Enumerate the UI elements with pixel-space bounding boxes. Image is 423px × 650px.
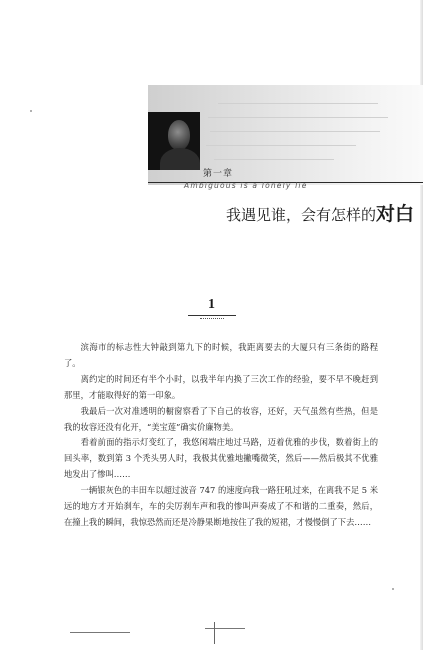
chapter-title-emphasis: 对白	[376, 203, 415, 225]
portrait-face	[168, 120, 190, 150]
section-underline-dots	[200, 318, 224, 321]
scan-speck	[30, 110, 32, 112]
footer-scan-mark	[70, 632, 130, 633]
scan-speck	[392, 588, 394, 590]
chapter-english-subtitle: Ambiguous is a lonely lie	[184, 181, 308, 190]
body-paragraph: 离约定的时间还有半个小时，以我半年内换了三次工作的经验，要不早不晚赶到那里，才能取得好的第一印象。	[64, 373, 378, 400]
section-underline	[188, 315, 236, 316]
show-through-line	[210, 131, 380, 132]
footer-scan-mark	[214, 622, 215, 644]
body-text	[64, 340, 378, 531]
body-paragraph: 滨海市的标志性大钟敲到第九下的时候，我距离要去的大厦只有三条街的路程了。	[64, 342, 378, 368]
body-paragraph: 看着前面的指示灯变红了，我悠闲端庄地过马路，迈着优雅的步伐，数着街上的回头率，数到第 3 个秃头男人时，我极其优雅地撇嘴微笑，然后——然后极其不优雅地发出了惨叫……	[64, 437, 378, 480]
chapter-title-text: 我遇见谁，会有怎样的	[226, 206, 377, 224]
body-paragraph: 一辆银灰色的丰田车以超过波音 747 的速度向我一路狂吼过来，在离我不足 5 米远的地方才开始刹车，车的尖厉刹车声和我的惨叫声奏成了不和谐的二重奏，然后，在撞上我的瞬间，我惊恐然而还是冷静果断地按住了我的短裙，才慢慢倒了下去……	[64, 485, 378, 527]
chapter-label: 第一章	[203, 169, 234, 179]
show-through-line	[206, 145, 356, 146]
section-number: 1	[208, 297, 215, 312]
show-through-line	[218, 103, 378, 104]
chapter-title	[226, 199, 414, 226]
chapter-portrait-image	[148, 112, 200, 170]
body-paragraph: 我最后一次对准透明的橱窗察看了下自己的妆容，还好，天气虽然有些热，但是我的妆容还没有化开，“美宝莲”确实价廉物美。	[64, 405, 378, 432]
portrait-shoulder	[160, 148, 200, 170]
show-through-line	[214, 159, 334, 160]
footer-scan-mark	[205, 628, 245, 629]
show-through-line	[208, 117, 388, 118]
